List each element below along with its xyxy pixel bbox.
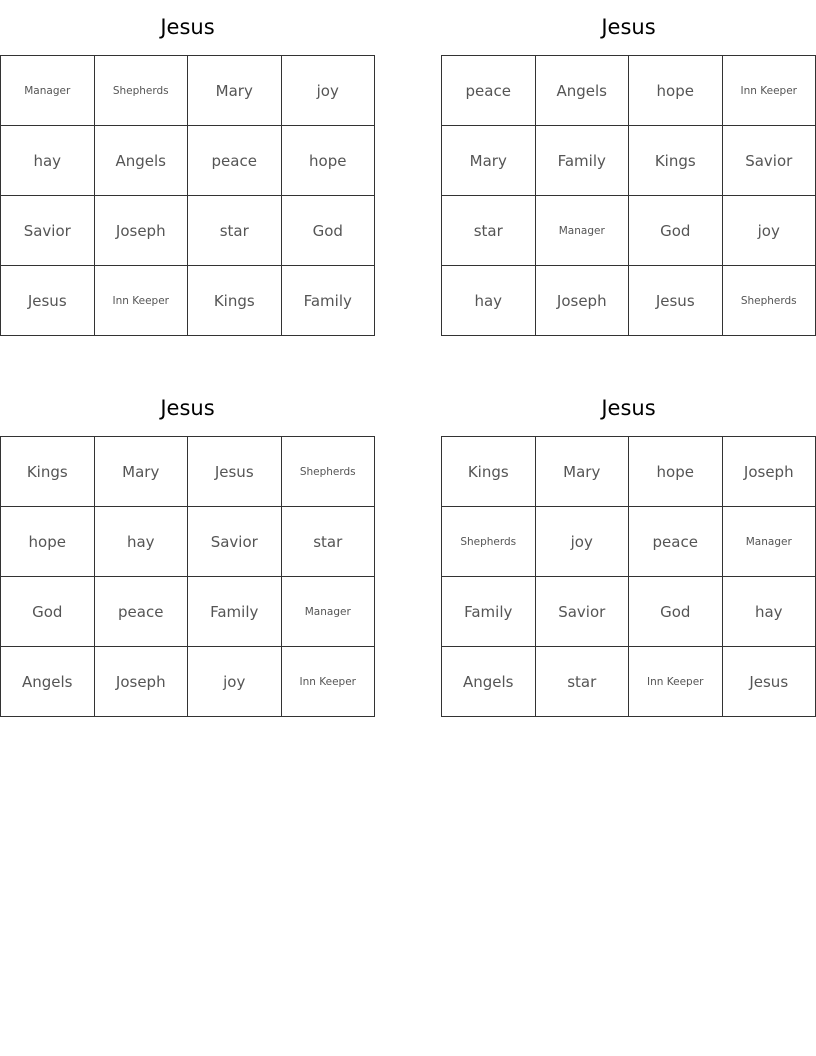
bingo-cell: joy [282,56,376,126]
bingo-cell: Joseph [95,647,189,717]
bingo-cell: Inn Keeper [282,647,376,717]
bingo-card-3 [0,381,375,717]
bingo-cell: Manager [282,577,376,647]
bingo-cell: star [536,647,630,717]
bingo-cell: Shepherds [95,56,189,126]
bingo-cell: Kings [629,126,723,196]
bingo-grid [441,436,816,717]
card-title: Jesus [160,396,215,420]
bingo-cell: Mary [536,437,630,507]
bingo-cell: Kings [1,437,95,507]
bingo-cell: Angels [442,647,536,717]
bingo-cell: Manager [723,507,816,577]
bingo-cell: peace [442,56,536,126]
bingo-cell: Manager [536,196,630,266]
bingo-cell: Family [188,577,282,647]
bingo-cell: God [1,577,95,647]
bingo-cell: peace [629,507,723,577]
bingo-cell: hope [282,126,376,196]
bingo-cell: Angels [95,126,189,196]
bingo-cell: Joseph [536,266,630,336]
bingo-cell: Inn Keeper [629,647,723,717]
bingo-cell: God [629,196,723,266]
bingo-cell: hay [95,507,189,577]
bingo-cell: Shepherds [723,266,816,336]
bingo-cell: joy [723,196,816,266]
bingo-grid [441,55,816,336]
bingo-cell: Family [536,126,630,196]
bingo-card-4 [441,381,816,717]
card-title: Jesus [601,396,656,420]
bingo-cell: Inn Keeper [95,266,189,336]
bingo-grid [0,55,375,336]
bingo-cell: Jesus [723,647,816,717]
card-title: Jesus [160,15,215,39]
bingo-cell: Savior [536,577,630,647]
bingo-cell: hope [629,56,723,126]
bingo-cell: star [442,196,536,266]
bingo-card-1 [0,0,375,336]
bingo-cell: Joseph [723,437,816,507]
bingo-cell: Mary [442,126,536,196]
bingo-cell: Mary [188,56,282,126]
bingo-cell: Kings [188,266,282,336]
bingo-cell: Jesus [629,266,723,336]
bingo-cell: Shepherds [282,437,376,507]
bingo-cell: Jesus [1,266,95,336]
bingo-cell: Kings [442,437,536,507]
bingo-cell: Mary [95,437,189,507]
bingo-cell: hay [1,126,95,196]
bingo-cell: Family [442,577,536,647]
bingo-cell: hope [1,507,95,577]
bingo-cell: Angels [536,56,630,126]
bingo-cell: God [282,196,376,266]
bingo-cell: Angels [1,647,95,717]
bingo-cell: peace [188,126,282,196]
bingo-cell: joy [188,647,282,717]
bingo-cell: joy [536,507,630,577]
bingo-cell: star [188,196,282,266]
bingo-cell: Manager [1,56,95,126]
bingo-grid [0,436,375,717]
bingo-cell: Family [282,266,376,336]
bingo-cell: Savior [723,126,816,196]
bingo-cell: hay [442,266,536,336]
bingo-cell: Savior [1,196,95,266]
bingo-cell: Joseph [95,196,189,266]
card-title: Jesus [601,15,656,39]
bingo-cell: hope [629,437,723,507]
bingo-cell: Savior [188,507,282,577]
bingo-cell: God [629,577,723,647]
bingo-cell: Jesus [188,437,282,507]
bingo-cell: star [282,507,376,577]
bingo-cell: Shepherds [442,507,536,577]
bingo-card-2 [441,0,816,336]
bingo-cell: peace [95,577,189,647]
bingo-cell: Inn Keeper [723,56,816,126]
bingo-cell: hay [723,577,816,647]
